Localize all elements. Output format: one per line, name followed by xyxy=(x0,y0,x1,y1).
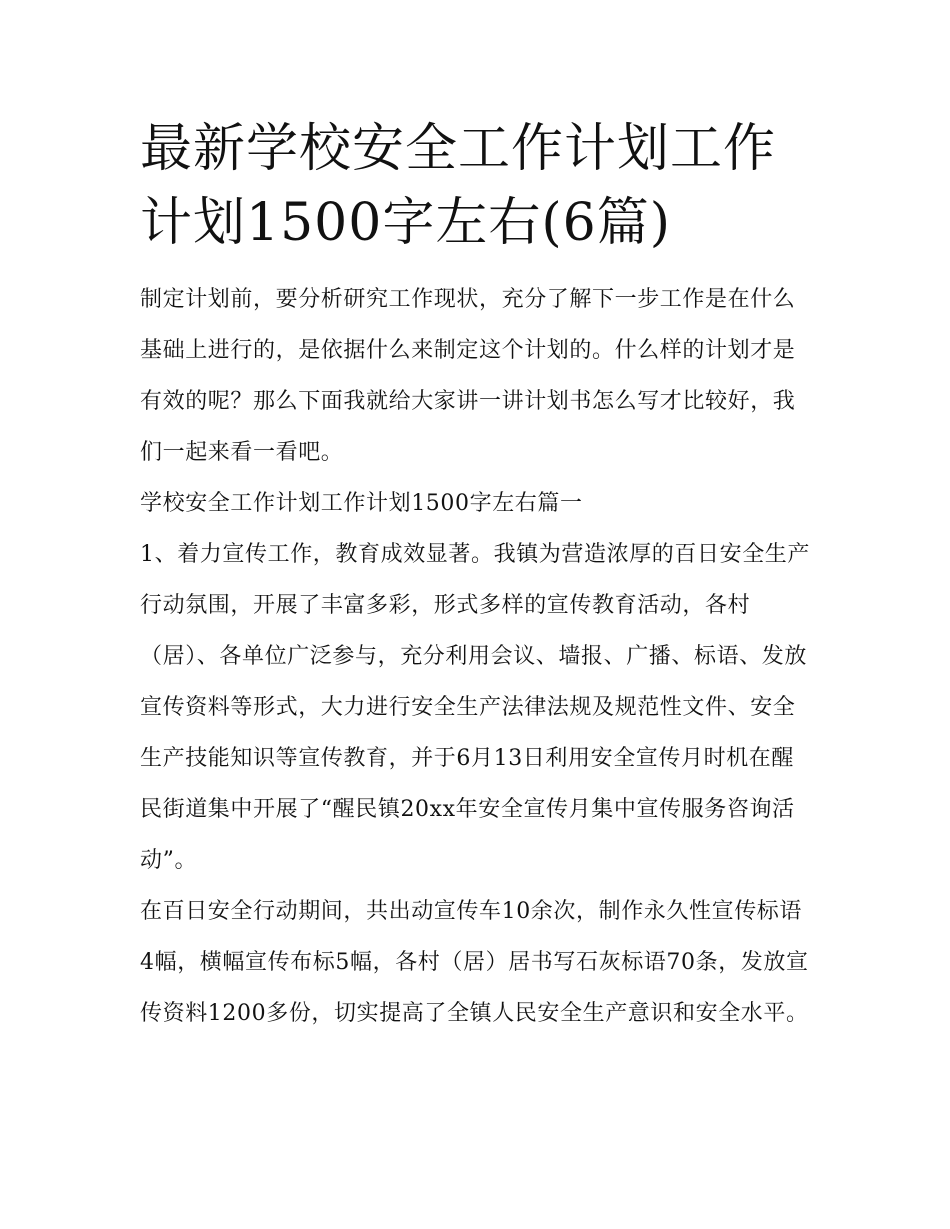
body-paragraph: 在百日安全行动期间，共出动宣传车10余次，制作永久性宣传标语4幅，横幅宣传布标5幅，各村（居）居书写石灰标语70条，发放宣传资料1200多份，切实提高了全镇人民安全生产意识和安全水平。 xyxy=(140,899,809,1026)
section-heading: 学校安全工作计划工作计划1500字左右篇一 xyxy=(140,491,583,516)
document-title: 最新学校安全工作计划工作计划1500字左右(6篇) xyxy=(140,119,777,253)
intro-paragraph: 制定计划前，要分析研究工作现状，充分了解下一步工作是在什么基础上进行的，是依据什么来制定这个计划的。什么样的计划才是有效的呢？那么下面我就给大家讲一讲计划书怎么写才比较好，我们一起来看一看吧。 xyxy=(140,287,796,465)
body-paragraph: 1、着力宣传工作，教育成效显著。我镇为营造浓厚的百日安全生产行动氛围，开展了丰富多彩，形式多样的宣传教育活动，各村（居）、各单位广泛参与，充分利用会议、墙报、广播、标语、发放宣传资料等形式，大力进行安全生产法律法规及规范性文件、安全生产技能知识等宣传教育，并于6月13日利用安全宣传月时机在醒民街道集中开展了“醒民镇20xx年安全宣传月集中宣传服务咨询活动”。 xyxy=(140,542,810,873)
document-body xyxy=(140,274,815,1039)
